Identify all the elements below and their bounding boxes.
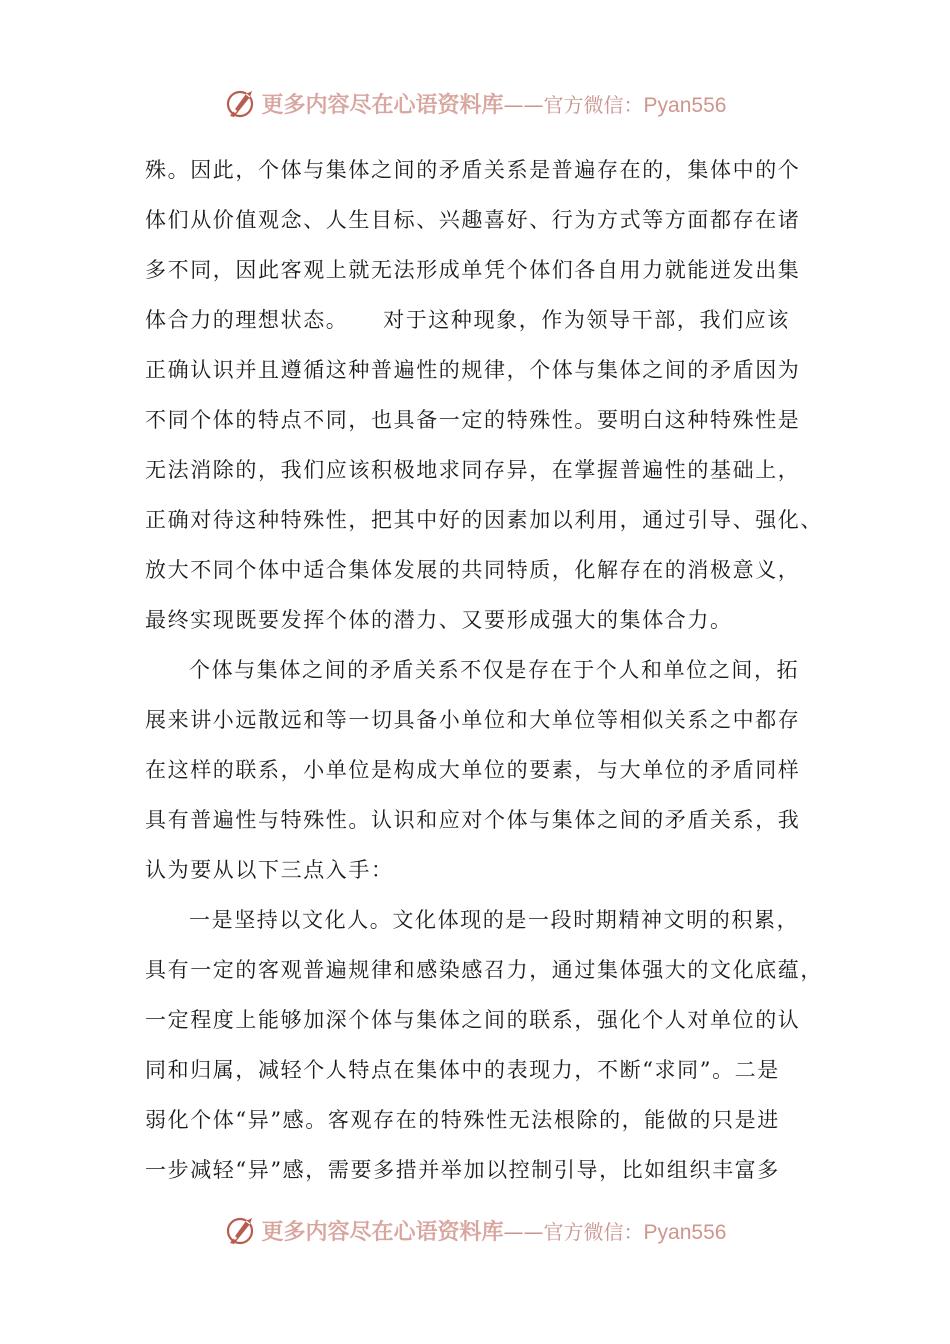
body-line: 殊。因此，个体与集体之间的矛盾关系是普遍存在的，集体中的个 bbox=[145, 158, 801, 182]
body-line: 一定程度上能够加深个体与集体之间的联系，强化个人对单位的认 bbox=[145, 1008, 801, 1032]
banner-wechat-id: Pyan556 bbox=[643, 1220, 727, 1244]
body-line: 认为要从以下三点入手： bbox=[145, 858, 394, 882]
banner-dash: —— bbox=[503, 1219, 544, 1244]
banner-dash: —— bbox=[503, 92, 544, 117]
banner-wechat-label: 官方微信： bbox=[543, 92, 644, 117]
body-line: 正确认识并且遵循这种普遍性的规律，个体与集体之间的矛盾因为 bbox=[145, 358, 801, 382]
header-banner bbox=[0, 83, 950, 123]
paragraph-first-line: 一是坚持以文化人。文化体现的是一段时期精神文明的积累， bbox=[189, 908, 800, 932]
body-line: 无法消除的，我们应该积极地求同存异，在掌握普遍性的基础上， bbox=[145, 458, 801, 482]
banner-main-text: 更多内容尽在心语资料库 bbox=[261, 91, 504, 118]
footer-banner bbox=[0, 1210, 950, 1250]
body-line: 正确对待这种特殊性，把其中好的因素加以利用，通过引导、强化、 bbox=[145, 508, 823, 532]
body-line: 弱化个体“异”感。客观存在的特殊性无法根除的，能做的只是进 bbox=[145, 1108, 780, 1132]
body-line: 体合力的理想状态。 对于这种现象，作为领导干部，我们应该 bbox=[145, 308, 790, 332]
body-line: 放大不同个体中适合集体发展的共同特质，化解存在的消极意义， bbox=[145, 558, 801, 582]
pen-nib-logo-icon bbox=[224, 86, 258, 120]
banner-wechat-label: 官方微信： bbox=[543, 1219, 644, 1244]
pen-nib-logo-icon bbox=[224, 1213, 258, 1247]
banner-wechat-id: Pyan556 bbox=[643, 93, 727, 117]
banner-main-text: 更多内容尽在心语资料库 bbox=[261, 1218, 504, 1245]
body-line: 多不同，因此客观上就无法形成单凭个体们各自用力就能迸发出集 bbox=[145, 258, 801, 282]
body-line: 最终实现既要发挥个体的潜力、又要形成强大的集体合力。 bbox=[145, 608, 733, 632]
body-line: 具有普遍性与特殊性。认识和应对个体与集体之间的矛盾关系，我 bbox=[145, 808, 801, 832]
body-line: 一步减轻“异”感，需要多措并举加以控制引导，比如组织丰富多 bbox=[145, 1158, 780, 1182]
body-line: 具有一定的客观普遍规律和感染感召力，通过集体强大的文化底蕴， bbox=[145, 958, 823, 982]
paragraph-first-line: 个体与集体之间的矛盾关系不仅是存在于个人和单位之间，拓 bbox=[189, 658, 800, 682]
body-line: 不同个体的特点不同，也具备一定的特殊性。要明白这种特殊性是 bbox=[145, 408, 801, 432]
body-line: 体们从价值观念、人生目标、兴趣喜好、行为方式等方面都存在诸 bbox=[145, 208, 801, 232]
body-line: 在这样的联系，小单位是构成大单位的要素，与大单位的矛盾同样 bbox=[145, 758, 801, 782]
body-line: 展来讲小远散远和等一切具备小单位和大单位等相似关系之中都存 bbox=[145, 708, 801, 732]
document-body bbox=[145, 145, 823, 1195]
body-line: 同和归属，减轻个人特点在集体中的表现力，不断“求同”。二是 bbox=[145, 1058, 780, 1082]
